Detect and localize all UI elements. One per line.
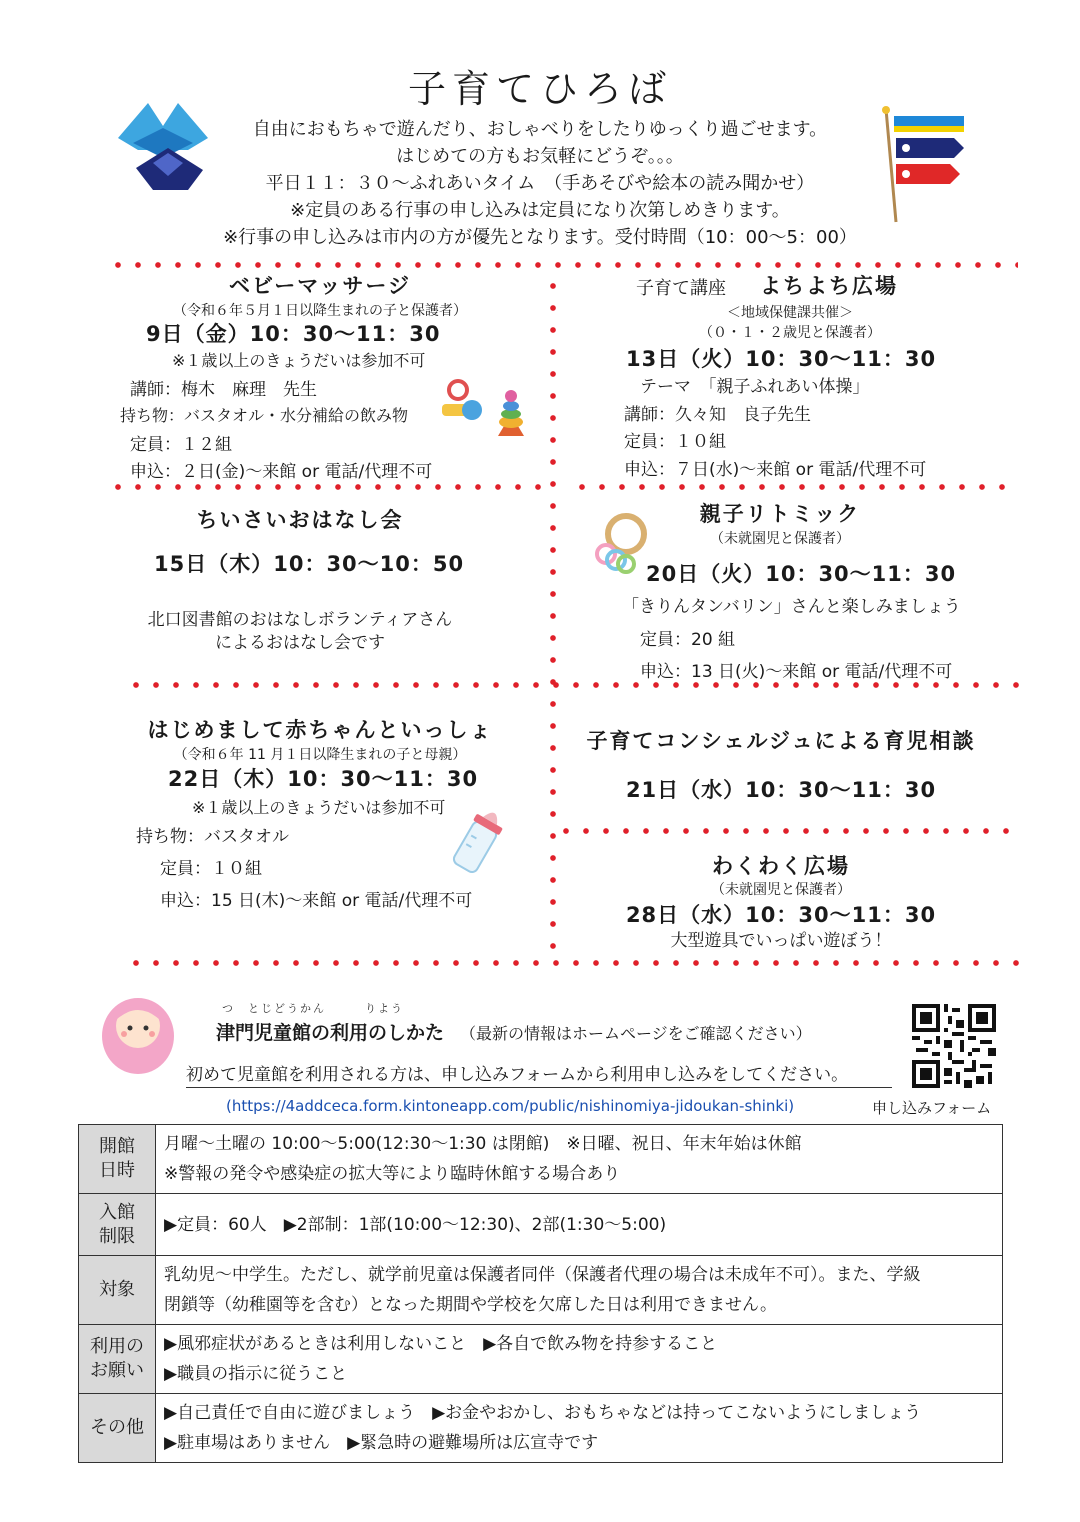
baby-massage-lecturer: 講師：梅木 麻理 先生 [130, 380, 317, 400]
table-cell-line: 乳幼児～中学生。ただし、就学前児童は保護者同伴（保護者代理の場合は未成年不可）。また、学級 [164, 1265, 921, 1285]
rhythmic-target: （未就園児と保護者） [710, 531, 850, 547]
ohanashi-desc-1: 北口図書館のおはなしボランティアさん [147, 610, 453, 630]
application-form-link[interactable]: (https://4addceca.form.kintoneapp.com/public/nishinomiya-jidoukan-shinki) [226, 1097, 795, 1115]
row-header-target [79, 1256, 156, 1325]
intro-line-3: 平日１１：３０～ふれあいタイム （手あそびや絵本の読み聞かせ） [265, 173, 815, 194]
divider-dots [556, 828, 1016, 834]
yochiyochi-prefix: 子育て講座 [636, 278, 726, 299]
hajimemashite-bring: 持ち物：バスタオル [136, 827, 289, 847]
row-header-line: 利用の [90, 1336, 144, 1357]
yochiyochi-capacity: 定員：１０組 [624, 432, 726, 452]
yochiyochi-apply: 申込：７日(水)～来館 or 電話/代理不可 [624, 460, 927, 480]
facility-info-table [78, 1124, 1003, 1463]
page-title: 子育てひろば [407, 67, 672, 111]
table-row [79, 1256, 1003, 1325]
hajimemashite-note: （令和６年 11 月１日以降生まれの子と母親） [173, 747, 467, 763]
yochiyochi-lecturer: 講師：久々知 良子先生 [624, 405, 811, 425]
row-header-other [79, 1394, 156, 1463]
hajimemashite-title: はじめまして赤ちゃんといっしょ [147, 718, 493, 742]
wakuwaku-target: （未就園児と保護者） [711, 882, 851, 898]
table-cell-line: 月曜～土曜の 10:00～5:00(12:30～1:30 は閉館) ※日曜、祝日、年末年始は休館 [164, 1134, 802, 1154]
table-cell-line: ▶定員：60人 ▶2部制：1部(10:00～12:30)、2部(1:30～5:00) [164, 1214, 667, 1235]
baby-massage-capacity: 定員：１２組 [130, 435, 232, 455]
rattle-toy-icon [590, 510, 654, 574]
usage-heading-sub: （最新の情報はホームページをご確認ください） [460, 1024, 812, 1043]
baby-toys-icon [438, 378, 530, 440]
table-cell-line: 閉鎖等（幼稚園等を含む）となった期間や学校を欠席した日は利用できません。 [164, 1295, 778, 1315]
table-cell-line: ▶自己責任で自由に遊びましょう ▶お金やおかし、おもちゃなどは持ってこないようにしましょう [164, 1403, 922, 1423]
intro-line-2: はじめての方もお気軽にどうぞ。。。 [396, 146, 684, 167]
row-content-hours [156, 1125, 1003, 1194]
yochiyochi-theme: テーマ 「親子ふれあい体操」 [640, 377, 870, 397]
yochiyochi-title: よちよち広場 [760, 274, 898, 298]
row-content-requests [156, 1325, 1003, 1394]
wakuwaku-desc: 大型遊具でいっぱい遊ぼう！ [670, 931, 892, 951]
application-form-label: 申し込みフォーム [872, 1099, 992, 1117]
baby-swaddle-icon [98, 990, 178, 1076]
row-header-line: 制限 [99, 1225, 135, 1247]
ohanashi-title: ちいさいおはなし会 [196, 508, 404, 532]
hajimemashite-apply: 申込：15 日(木)～来館 or 電話/代理不可 [160, 891, 473, 911]
divider-dots [572, 484, 1012, 490]
divider-dots [126, 682, 1026, 688]
row-header-line: 日時 [99, 1160, 135, 1181]
qr-code-icon[interactable] [912, 1004, 996, 1088]
row-header-hours [79, 1125, 156, 1194]
row-content-other [156, 1394, 1003, 1463]
table-cell-line: ※警報の発令や感染症の拡大等により臨時休館する場合あり [164, 1164, 621, 1184]
rhythmic-apply: 申込：13 日(火)～来館 or 電話/代理不可 [640, 662, 953, 682]
wakuwaku-date: 28日（水）10：30～11：30 [625, 903, 937, 927]
yochiyochi-target: （０・１・２歳児と保護者） [699, 325, 881, 341]
hajimemashite-date: 22日（木）10：30～11：30 [168, 767, 479, 791]
concierge-date: 21日（水）10：30～11：30 [625, 778, 937, 802]
ohanashi-desc-2: によるおはなし会です [215, 633, 385, 653]
baby-massage-date: 9日（金）10：30～11：30 [146, 322, 441, 346]
intro-line-1: 自由におもちゃで遊んだり、おしゃべりをしたりゆっくり過ごせます。 [252, 119, 828, 140]
table-row [79, 1125, 1003, 1194]
concierge-title: 子育てコンシェルジュによる育児相談 [586, 729, 976, 753]
row-header-line: 入館 [99, 1201, 135, 1223]
divider-dots [108, 262, 1018, 268]
table-cell-line: ▶駐車場はありません ▶緊急時の避難場所は広宣寺です [164, 1433, 599, 1453]
table-cell-line: ▶風邪症状があるときは利用しないこと ▶各自で飲み物を持参すること [164, 1334, 718, 1354]
row-header-line: 開館 [99, 1136, 135, 1157]
hajimemashite-sibling-note: ※１歳以上のきょうだいは参加不可 [192, 798, 446, 817]
yochiyochi-date: 13日（火）10：30～11：30 [626, 347, 937, 371]
hajimemashite-capacity: 定員：１０組 [160, 859, 262, 879]
usage-heading-ruby: つ とじどうかん りよう [222, 1002, 404, 1015]
divider-dots [126, 960, 1026, 966]
rhythmic-capacity: 定員：20 組 [640, 630, 736, 650]
baby-massage-apply: 申込：２日(金)～来館 or 電話/代理不可 [130, 462, 433, 482]
wakuwaku-title: わくわく広場 [712, 854, 850, 878]
row-content-limit [156, 1194, 1003, 1256]
row-header-limit [79, 1194, 156, 1256]
baby-massage-bring: 持ち物：バスタオル・水分補給の飲み物 [120, 406, 409, 425]
row-header-requests [79, 1325, 156, 1394]
rhythmic-title: 親子リトミック [699, 502, 861, 526]
baby-massage-note: （令和６年５月１日以降生まれの子と保護者） [173, 303, 467, 319]
baby-bottle-icon [444, 800, 514, 880]
row-content-target [156, 1256, 1003, 1325]
row-header-line: その他 [90, 1417, 144, 1438]
divider-dots-vertical [550, 275, 556, 950]
row-header-line: お願い [90, 1360, 144, 1381]
rhythmic-date: 20日（火）10：30～11：30 [646, 562, 957, 586]
table-cell-line: ▶職員の指示に従うこと [164, 1364, 348, 1384]
divider-dots [108, 484, 548, 490]
table-row [79, 1325, 1003, 1394]
row-header-line: 対象 [99, 1279, 135, 1300]
usage-heading: 津門児童館の利用のしかた [216, 1022, 445, 1044]
yochiyochi-cohost: ＜地域保健課共催＞ [727, 305, 853, 321]
intro-line-4: ※定員のある行事の申し込みは定員になり次第しめきります。 [290, 200, 790, 221]
rhythmic-desc: 「きりんタンバリン」さんと楽しみましょう [622, 597, 961, 617]
intro-line-5: ※行事の申し込みは市内の方が優先となります。受付時間（10：00～5：00） [223, 227, 857, 248]
ohanashi-date: 15日（木）10：30～10：50 [154, 552, 465, 576]
table-row [79, 1194, 1003, 1256]
baby-massage-sibling-note: ※１歳以上のきょうだいは参加不可 [172, 351, 426, 370]
table-row [79, 1394, 1003, 1463]
baby-massage-title: ベビーマッサージ [229, 274, 411, 298]
first-time-instruction: 初めて児童館を利用される方は、申し込みフォームから利用申し込みをしてください。 [186, 1060, 892, 1088]
